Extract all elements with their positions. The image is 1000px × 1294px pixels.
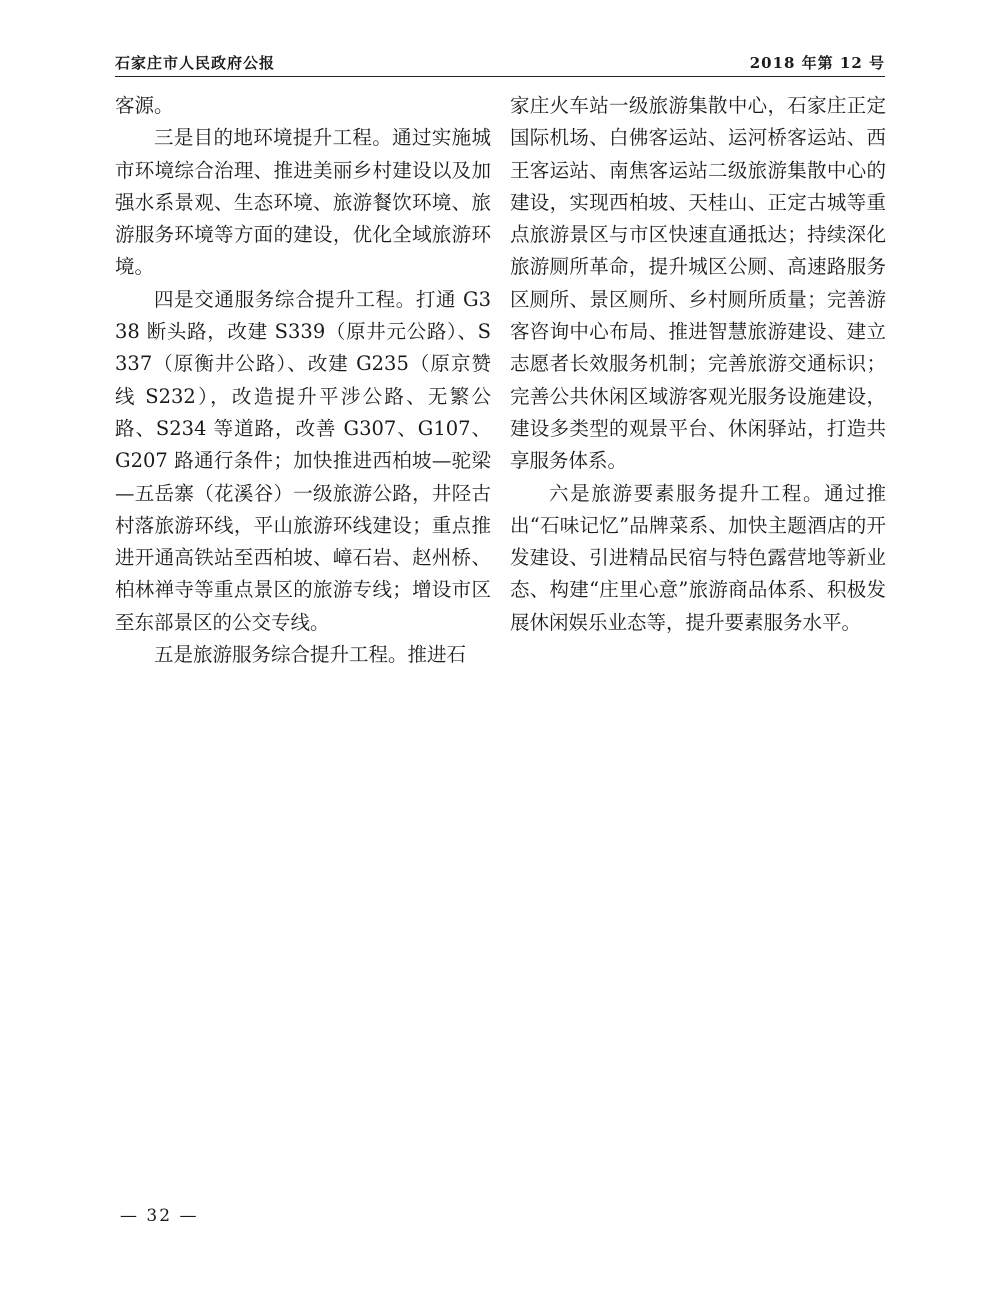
paragraph: 客源。: [115, 94, 174, 117]
page-number: — 32 —: [120, 1206, 199, 1226]
running-header: [115, 52, 885, 74]
publication-title: 石家庄市人民政府公报: [115, 54, 276, 72]
paragraph: 三是目的地环境提升工程。通过实施城市环境综合治理、推进美丽乡村建设以及加强水系景观、生态环境、旅游餐饮环境、旅游服务环境等方面的建设，优化全域旅游环境。: [115, 126, 491, 279]
left-text-column: [115, 90, 491, 671]
paragraph: 六是旅游要素服务提升工程。通过推出“石味记忆”品牌菜系、加快主题酒店的开发建设、引进精品民宿与特色露营地等新业态、构建“庄里心意”旅游商品体系、积极发展休闲娱乐业态等，提升要素服务水平。: [510, 481, 886, 634]
paragraph: 五是旅游服务综合提升工程。推进石: [154, 643, 467, 667]
paragraph: 家庄火车站一级旅游集散中心，石家庄正定国际机场、白佛客运站、运河桥客运站、西王客运站、南焦客运站二级旅游集散中心的建设，实现西柏坡、天桂山、正定古城等重点旅游景区与市区快速直通抵达；持续深化旅游厕所革命，提升城区公厕、高速路服务区厕所、景区厕所、乡村厕所质量；完善游客咨询中心布局、推进智慧旅游建设、建立志愿者长效服务机制；完善旅游交通标识；完善公共休闲区域游客观光服务设施建设，建设多类型的观景平台、休闲驿站，打造共享服务体系。: [510, 94, 886, 473]
right-text-column: [510, 90, 886, 639]
header-divider: [115, 76, 885, 77]
paragraph: 四是交通服务综合提升工程。打通 G338 断头路，改建 S339（原井元公路）、S337（原衡井公路）、改建 G235（原京赞线 S232），改造提升平涉公路、无繁公路、S234 等道路，改善 G307、G107、G207 路通行条件；加快推进西柏坡—驼梁—五岳寨（花溪谷）一级旅游公路，井陉古村落旅游环线，平山旅游环线建设；重点推进开通高铁站至西柏坡、嶂石岩、赵州桥、柏林禅寺等重点景区的旅游专线；增设市区至东部景区的公交专线。: [115, 287, 491, 634]
issue-number: 2018 年第 12 号: [749, 54, 885, 72]
